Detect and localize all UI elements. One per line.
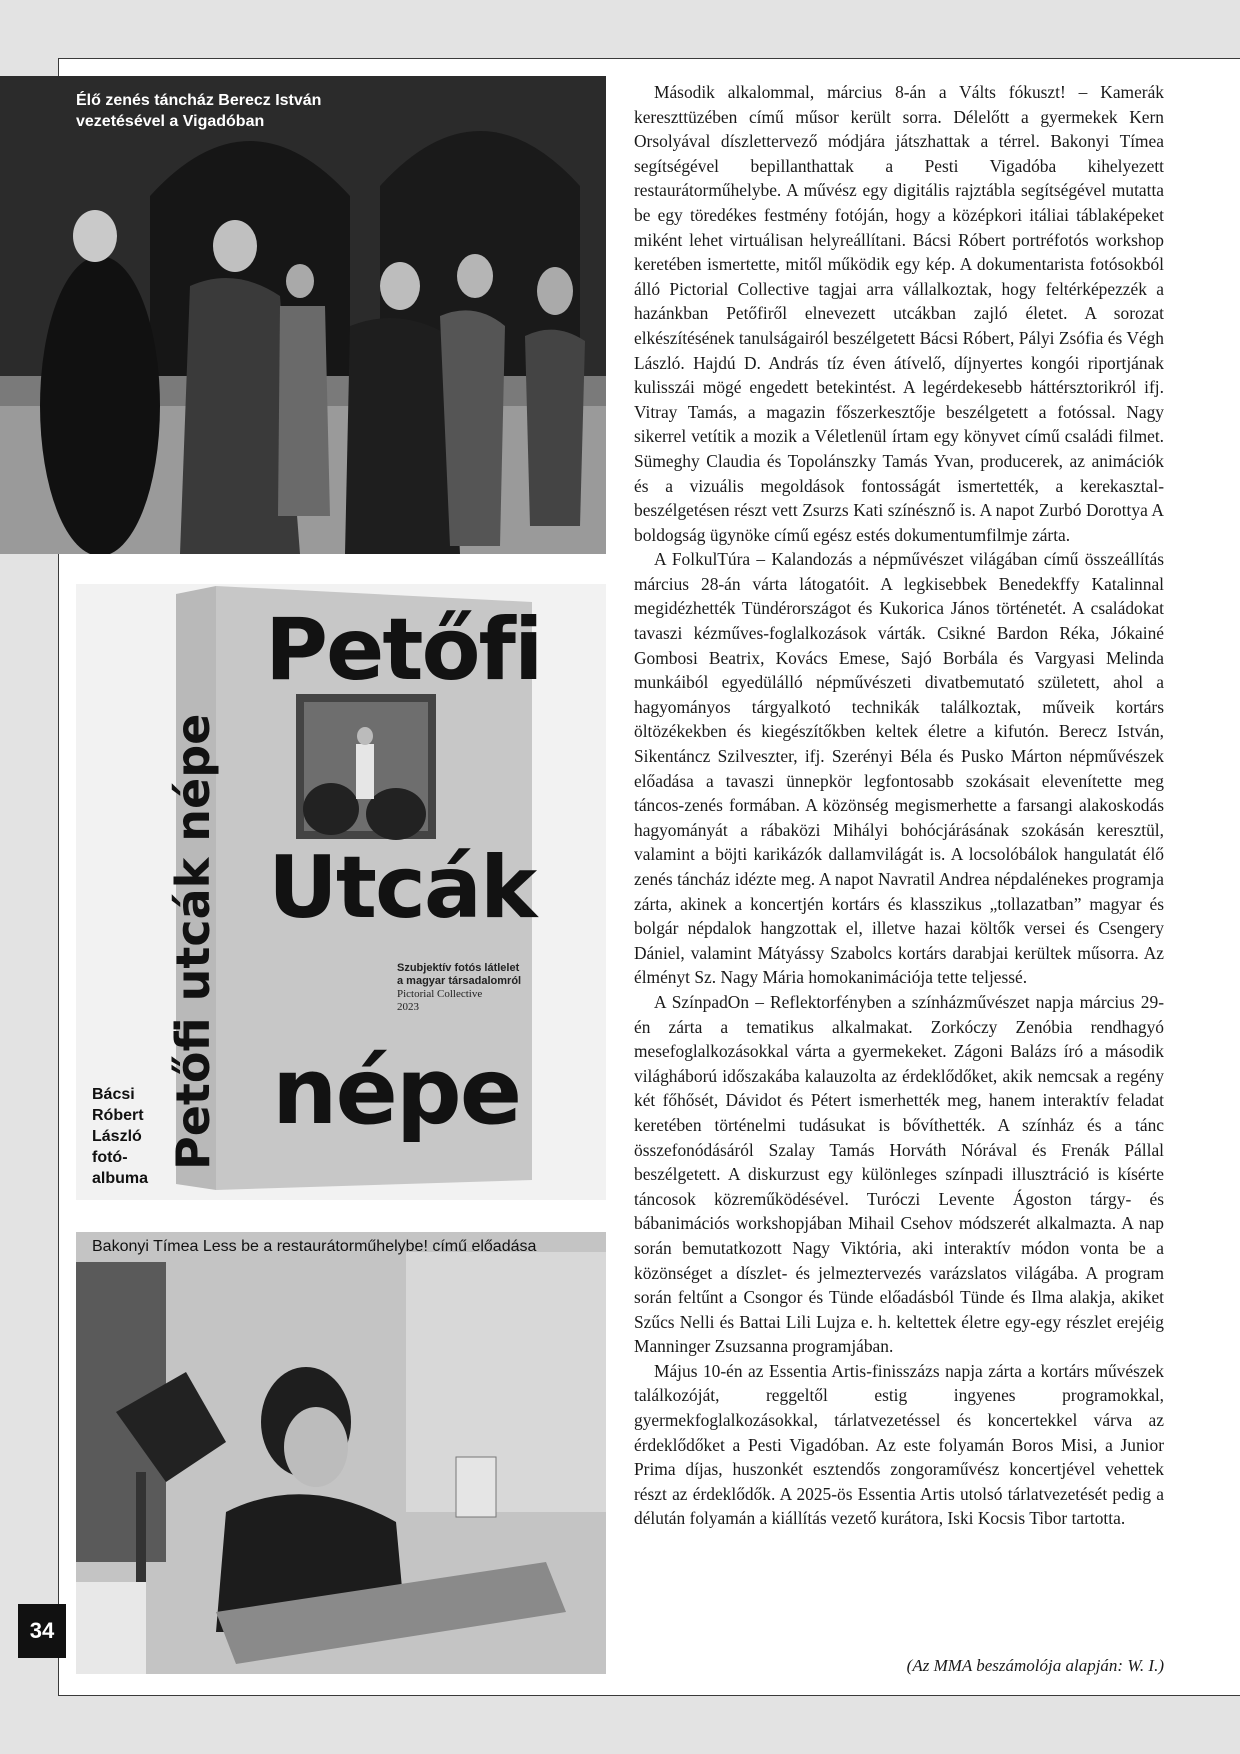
- book-subtitle-line2: a magyar társadalomról: [397, 975, 522, 987]
- dance-photo: [0, 76, 606, 554]
- book-subtitle: [397, 962, 521, 1014]
- article-paragraph: A SzínpadOn – Reflektorfényben a színházművészet napja március 29-én zárta a tematikus alkalmakat. Zorkóczy Zenóbia rendhagyó mesefoglalkozásokkal várta a gyermekeket. Zágoni Balázs író a második világháború időszakába kalauzolta az érdeklődőket, akik nemcsak a regény két főhősét, Dávidot és Pétert ismerhették meg, hanem interaktív feladat keretében történelmi tudásukat is bővíthették. A színház és a tánc összefonódásáról Szalay Tamás Horváth Nórával és Frenák Pállal beszélgetett. A diskurzust egy különleges színpadi illusztráció is kísérte táncosok közreműködésével. Turóczi Levente Ágoston tárgy- és bábanimációs workshopjában Mihail Csehov módszerét alkalmazta. A nap során bemutatkozott Nagy Viktória, aki interaktív módon vonta be a közönséget a díszlet- és jelmeztervezés varázslatos világába. A program során feltűnt a Csongor és Tünde előadásból Tünde és Ilma alakja, akiket Szűcs Nelli és Battai Lili Lujza e. h. keltettek életre egy-egy részlet erejéig Manninger Zsuzsanna programjában.: [634, 991, 1164, 1357]
- book-spine-title: Petőfi utcák népe: [166, 713, 220, 1170]
- book-subtitle-line1: Szubjektív fotós látlelet: [397, 962, 520, 974]
- article-paragraph: A FolkulTúra – Kalandozás a népművészet világában című összeállítás március 28-án várta látogatóit. A legkisebbek Benedekffy Katalinnal megidézhették Tündérországot és Kukorica János történetét. A családokat tavaszi kézműves-foglalkozások várták. Csikné Bardon Réka, Jókainé Gombosi Beatrix, Kovács Emese, Sajó Borbála és Vargyasi Melinda munkáiból egyedülálló népművészeti divatbemutató született, ahol a hagyományos tárgyalkotó technikák találkoztak, műveik kortárs öltözékekben és kiegészítőkben keltek életre a kifutón. Berecz István, Sikentáncz Szilveszter, ifj. Szerényi Béla és Pusko Márton népművészek előadása a tavaszi ünnepkör legfontosabb szokásait elevenítette meg táncos-zenés formában. A közönség megismerhette a farsangi alakoskodás hagyományát a rábaközi Mihályi bohócjárásának szokásán keresztül, valamint a böjti karikázók dallamvilágát is. A locsolóbálok hangulatát élő zenés táncház idézte meg. A napot Navratil Andrea népdalénekes programja zárta, akinek a koncertjén kortárs és klasszikus „tollazatban” magyar és bolgár népdalok hangzottak el, illetve hazai költők versei és Csengery Dániel, valamint Mátyássy Szabolcs kortárs darabjai kerültek műsorra. Az élményt Sz. Nagy Mária homokanimációja tette teljessé.: [634, 549, 1164, 988]
- article-body: [634, 80, 1164, 1531]
- book-title-line2: Utcák: [268, 838, 536, 938]
- restorer-photo-caption: Bakonyi Tímea Less be a restaurátorműhelybe! című előadása: [92, 1238, 537, 1255]
- restorer-photo: [76, 1232, 606, 1674]
- article-paragraph: Második alkalommal, március 8-án a Válts fókuszt! – Kamerák kereszttüzében című műsor került sorra. Délelőtt a gyermekek Kern Orsolyával díszlettervező módjára játszhattak a térrel. Bakonyi Tímea segítségével bepillanthattak a Pesti Vigadóba kihelyezett restaurátorműhelybe. A művész egy digitális rajztábla segítségével mutatta be egy töredékes festmény fotóján, hogy a középkori itáliai táblaképeket miként lehet virtuálisan helyreállítani. Bácsi Róbert portréfotós workshop keretében ismertette, mitől működik egy kép. A dokumentarista fotósokból álló Pictorial Collective tagjai arra vállalkoztak, hogy feltérképezzék a hazánkban Petőfiről elnevezett utcákban zajló életet. A sorozat elkészítésének tanulságairól beszélgetett Bácsi Róbert, Pályi Zsófia és Végh László. Hajdú D. András tíz éven átívelő, díjnyertes kongói riportjának kulisszái mögé engedett betekintést. A legérdekesebb háttérsztorikról ifj. Vitray Tamás, a magazin főszerkesztője beszélgetett a fotóssal. Nagy sikerrel vetítik a mozik a Véletlenül írtam egy könyvet című családi filmet. Sümeghy Claudia és Topolánszky Tamás Yvan, producerek, az animációk és a vizuális megoldások fontosságát ismertették, a kerekasztal-beszélgetésen részt vett Zsurzs Kati színésznő is. A napot Zurbó Dorottya A boldogság ügynöke című egész estés dokumentumfilmje zárta.: [634, 82, 1164, 545]
- book-photo-caption: Bácsi Róbert László fotó-albuma: [92, 1086, 149, 1187]
- article-paragraph: Május 10-én az Essentia Artis-finisszázs napja zárta a kortárs művészek találkozóját, reggeltől estig ingyenes programokkal, gyermekfoglalkozásokkal, tárlatvezetéssel és koncertekkel várva az érdeklődőket a Pesti Vigadóban. Az este folyamán Boros Misi, a Junior Prima díjas, huszonkét esztendős zongoraművész koncertjével vehettek részt az érdeklődők. A 2025-ös Essentia Artis utolsó tárlatvezetését pedig a délután folyamán a kiállítás vezető kurátora, Iski Kocsis Tibor tartotta.: [634, 1360, 1164, 1529]
- page-number: 34: [18, 1604, 66, 1658]
- article-signature: (Az MMA beszámolója alapján: W. I.): [906, 1656, 1164, 1675]
- book-title-line1: Petőfi: [265, 600, 542, 700]
- book-title-line3: népe: [272, 1038, 521, 1145]
- book-publisher: Pictorial Collective: [397, 988, 483, 1000]
- dance-photo-caption: Élő zenés táncház Berecz István vezetésével a Vigadóban: [76, 92, 322, 130]
- book-year: 2023: [397, 1001, 419, 1013]
